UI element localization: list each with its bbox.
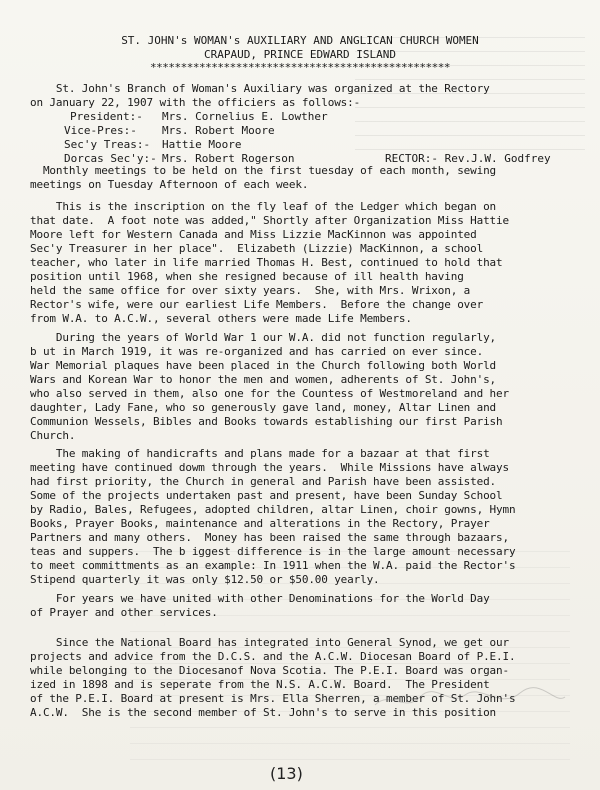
- paragraph-world-war: During the years of World War 1 our W.A. did not function regularly, b ut in March 1919, it was re-organized and has carried on ever since. War Memorial plaques have been placed in the Church following both World Wars and Korean War to honor the men and women, adherents of St. John's, who also served in them, also one for the Countess of Westmoreland and her daughter, Lady Fane, who so generously gave land, money, Altar Linen and Communion Wessels, Bibles and Books towards establishing our first Parish Church.: [30, 331, 509, 442]
- officer-role: Dorcas Sec'y:-: [64, 152, 157, 165]
- officer-role: Vice-Pres:-: [64, 124, 137, 137]
- paragraph-handicrafts: The making of handicrafts and plans made for a bazaar at that first meeting have continued dowm through the years. While Missions have always had first priority, the Church in general and Parish have been assisted. Some of the projects undertaken past and present, have been Sunday School by Radio, Bales, Refugees, adopted children, altar Linen, choir gowns, Hymn Books, Prayer Books, maintenance and alterations in the Rectory, Prayer Partners and many others. Money has been raised the same through bazaars, teas and suppers. The b iggest difference is in the large amount necessary to meet committments as an example: In 1911 when the W.A. paid the Rector's Stipend quarterly it was only $12.50 or $50.00 yearly.: [30, 447, 516, 586]
- officer-name: Hattie Moore: [162, 138, 242, 151]
- officer-row: [30, 110, 600, 124]
- faint-handwriting: [370, 685, 570, 715]
- officer-name: Mrs. Robert Moore: [162, 124, 275, 137]
- officer-role: Sec'y Treas:-: [64, 138, 151, 151]
- paragraph-denominations: For years we have united with other Denominations for the World Day of Prayer and other services.: [30, 592, 490, 619]
- header-rule: *************************************************: [149, 61, 450, 74]
- page-number: (13): [270, 764, 303, 783]
- officer-row: [30, 138, 600, 152]
- header-line-2: CRAPAUD, PRINCE EDWARD ISLAND: [203, 48, 397, 61]
- meetings-paragraph: Monthly meetings to be held on the first tuesday of each month, sewing meetings on Tuesday Afternoon of each week.: [30, 164, 497, 191]
- intro-paragraph: St. John's Branch of Woman's Auxiliary was organized at the Rectory on January 22, 1907 with the officiers as follows:-: [30, 82, 490, 109]
- officer-name: Mrs. Robert Rogerson: [162, 152, 295, 165]
- rector-label: RECTOR:- Rev.J.W. Godfrey: [385, 152, 551, 165]
- officer-role: President:-: [70, 110, 143, 123]
- paragraph-national-board: Since the National Board has integrated into General Synod, we get our projects and advice from the D.C.S. and the A.C.W. Diocesan Board of P.E.I. while belonging to the Diocesanof Nova Scotia. The P.E.I. Board was organ- ized in 1898 and is seperate from the N.S. A.C.W. Board. The President of the P.E.I. Board at present is Mrs. Ella Sherren, a member of St. John's A.C.W. She is the second member of St. John's to serve in this position: [30, 636, 516, 719]
- officer-row: [30, 124, 600, 138]
- header-line-1: ST. JOHN's WOMAN's AUXILIARY AND ANGLICAN CHURCH WOMEN: [121, 34, 479, 47]
- paragraph-ledger: This is the inscription on the fly leaf of the Ledger which began on that date. A foot note was added," Shortly after Organization Miss Hattie Moore left for Western Canada and Miss Lizzie MacKinnon was appointed Sec'y Treasurer in her place". Elizabeth (Lizzie) MacKinnon, a school teacher, who later in life married Thomas H. Best, continued to hold that position until 1968, when she resigned because of ill health having held the same office for over sixty years. She, with Mrs. Wrixon, a Rector's wife, were our earliest Life Members. Before the change over from W.A. to A.C.W., several others were made Life Members.: [30, 200, 509, 325]
- officers-list: [30, 110, 600, 166]
- officer-name: Mrs. Cornelius E. Lowther: [162, 110, 328, 123]
